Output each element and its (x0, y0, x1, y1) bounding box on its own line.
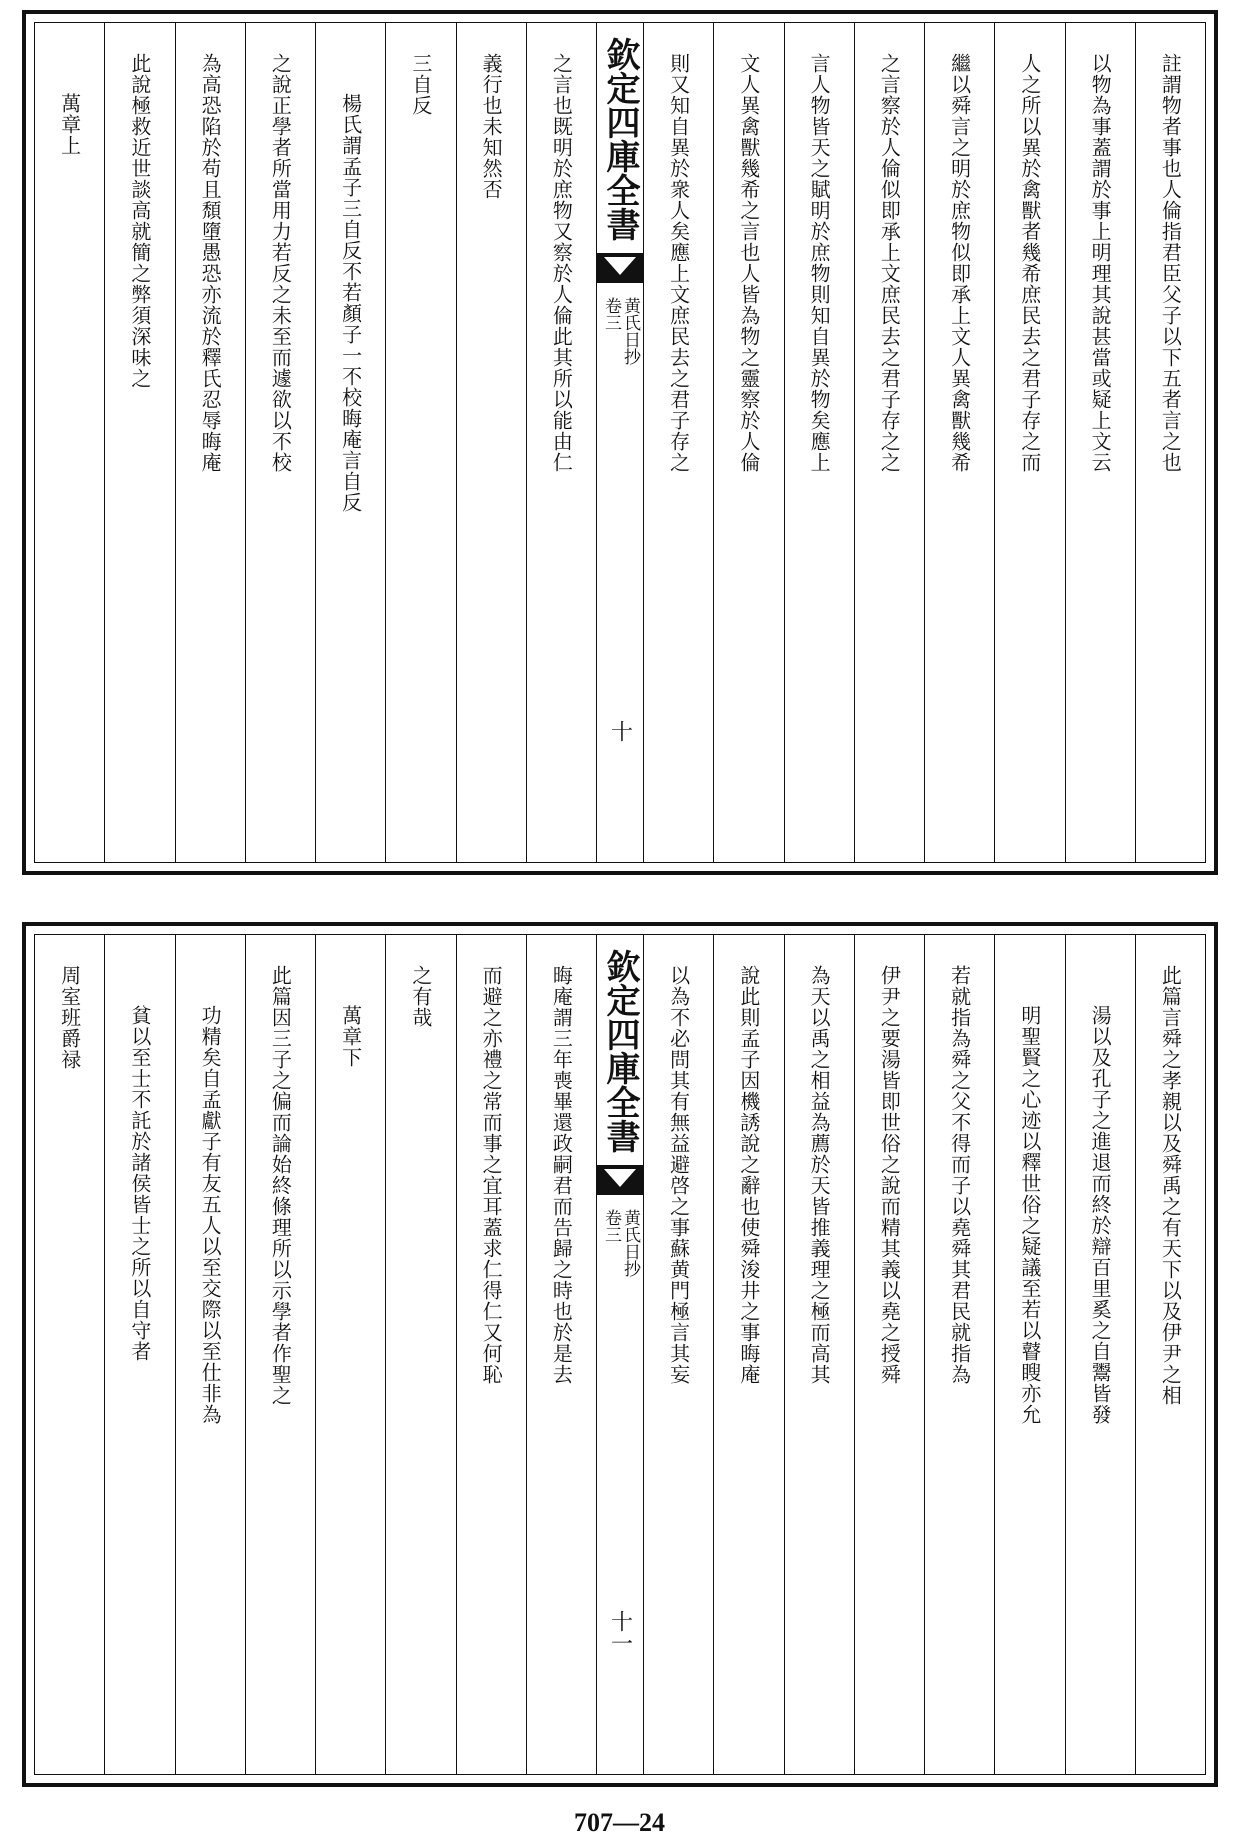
text-column (175, 23, 245, 862)
text-column (854, 23, 924, 862)
top-page-frame (34, 22, 1206, 863)
section-heading: 萬章下 (338, 1005, 363, 1068)
text-column (713, 935, 783, 1774)
spine-volume: 卷三 (601, 297, 621, 331)
text-column (456, 23, 526, 862)
column-text: 此說極救近世談高就簡之弊須深味之 (127, 53, 152, 389)
column-text: 為高恐陷於苟且頹墮愚恐亦流於釋氏忍辱晦庵 (198, 53, 223, 473)
column-text: 為天以禹之相益為薦於天皆推義理之極而高其 (807, 965, 832, 1385)
column-text: 而避之亦禮之常而事之宜耳蓋求仁得仁又何恥 (479, 965, 504, 1385)
text-column (1135, 935, 1205, 1774)
text-column (1135, 23, 1205, 862)
column-text: 湯以及孔子之進退而終於辯百里奚之自鬻皆發 (1088, 1005, 1113, 1425)
text-column (385, 935, 455, 1774)
text-column (924, 935, 994, 1774)
column-text: 註謂物者事也人倫指君臣父子以下五者言之也 (1158, 53, 1183, 473)
spine-title: 欽定四庫全書 (600, 37, 640, 241)
column-text: 則又知自異於衆人矣應上文庶民去之君子存之 (666, 53, 691, 473)
column-text: 以為不必問其有無益避啓之事蘇黄門極言其妄 (666, 965, 691, 1385)
text-column (526, 23, 596, 862)
text-column (854, 935, 924, 1774)
bottom-page (22, 922, 1218, 1787)
text-column (784, 23, 854, 862)
column-text: 以物為事蓋謂於事上明理其說甚當或疑上文云 (1088, 53, 1113, 473)
top-page (22, 10, 1218, 875)
column-text: 伊尹之要湯皆即世俗之說而精其義以堯之授舜 (877, 965, 902, 1385)
column-text: 言人物皆天之賦明於庶物則知自異於物矣應上 (807, 53, 832, 473)
text-column (456, 935, 526, 1774)
text-column (784, 935, 854, 1774)
text-column (104, 935, 174, 1774)
text-column (35, 935, 104, 1774)
text-column (1065, 935, 1135, 1774)
fishtail-mark (597, 1165, 643, 1195)
text-column (643, 935, 713, 1774)
text-column (245, 23, 315, 862)
spine-book-info (602, 297, 638, 365)
spine-book-title: 黄氏日抄 (620, 1209, 640, 1277)
text-column (35, 23, 104, 862)
section-heading: 周室班爵禄 (57, 965, 82, 1070)
column-text: 之言也既明於庶物又察於人倫此其所以能由仁 (549, 53, 574, 473)
column-text: 之有哉 (408, 965, 433, 1028)
text-column (175, 935, 245, 1774)
column-text: 晦庵謂三年喪畢還政嗣君而告歸之時也於是去 (549, 965, 574, 1385)
text-column (713, 23, 783, 862)
page-spine (596, 935, 643, 1774)
bottom-page-frame (34, 934, 1206, 1775)
text-column (245, 935, 315, 1774)
column-text: 文人異禽獸幾希之言也人皆為物之靈察於人倫 (736, 53, 761, 473)
text-column (385, 23, 455, 862)
column-text: 人之所以異於禽獸者幾希庶民去之君子存之而 (1017, 53, 1042, 473)
text-column (924, 23, 994, 862)
section-heading: 萬章上 (57, 93, 82, 156)
section-heading: 三自反 (408, 53, 433, 116)
column-text: 說此則孟子因機誘說之辭也使舜浚井之事晦庵 (736, 965, 761, 1385)
column-text: 功精矣自孟獻子有友五人以至交際以至仕非為 (198, 1005, 223, 1425)
column-text: 明聖賢之心迹以釋世俗之疑議至若以瞽瞍亦允 (1017, 1005, 1042, 1425)
text-column (526, 935, 596, 1774)
text-column (994, 23, 1064, 862)
spine-book-info (602, 1209, 638, 1277)
column-text: 義行也未知然否 (479, 53, 504, 200)
column-text: 楊氏謂孟子三自反不若顏子一不校晦庵言自反 (338, 93, 363, 513)
page-spine (596, 23, 643, 862)
page-footer-number: 707—24 (574, 1808, 665, 1837)
spine-book-title: 黄氏日抄 (620, 297, 640, 365)
spine-page-number: 十 (607, 720, 633, 742)
column-text: 若就指為舜之父不得而子以堯舜其君民就指為 (947, 965, 972, 1385)
spine-title: 欽定四庫全書 (600, 949, 640, 1153)
column-text: 繼以舜言之明於庶物似即承上文人異禽獸幾希 (947, 53, 972, 473)
text-column (315, 935, 385, 1774)
column-text: 此篇言舜之孝親以及舜禹之有天下以及伊尹之相 (1158, 965, 1183, 1406)
column-text: 之言察於人倫似即承上文庶民去之君子存之之 (877, 53, 902, 473)
text-column (1065, 23, 1135, 862)
spine-page-number: 十一 (607, 1610, 633, 1654)
spine-volume: 卷三 (601, 1209, 621, 1243)
fishtail-mark (597, 253, 643, 283)
column-text: 貧以至士不託於諸侯皆士之所以自守者 (127, 1005, 152, 1362)
text-column (994, 935, 1064, 1774)
text-column (643, 23, 713, 862)
text-column (104, 23, 174, 862)
column-text: 此篇因三子之偏而論始終條理所以示學者作聖之 (268, 965, 293, 1406)
text-column (315, 23, 385, 862)
column-text: 之說正學者所當用力若反之未至而遽欲以不校 (268, 53, 293, 473)
